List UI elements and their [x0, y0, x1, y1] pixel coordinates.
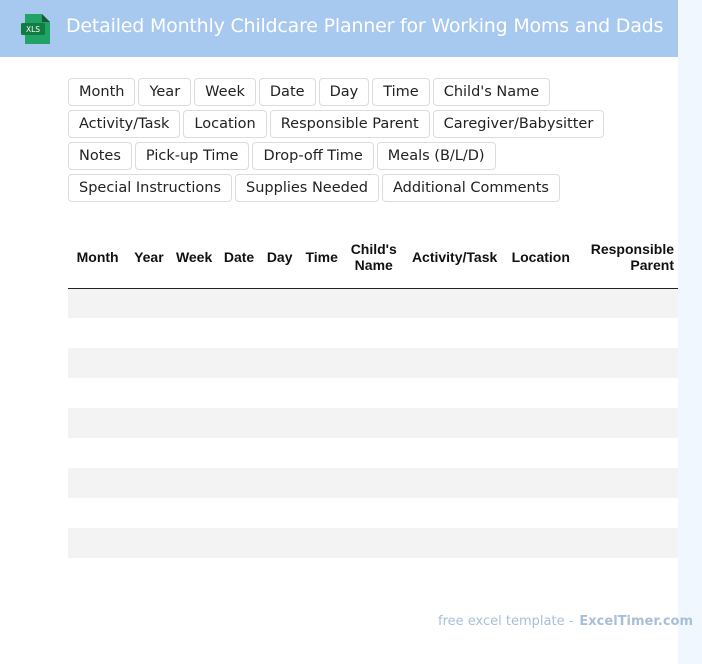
table-cell[interactable]	[218, 528, 261, 558]
column-tag[interactable]: Date	[259, 78, 316, 106]
column-tag[interactable]: Meals (B/L/D)	[377, 142, 496, 170]
column-header	[127, 226, 170, 288]
table-cell[interactable]	[127, 288, 170, 318]
column-header-line1: Week	[175, 248, 213, 265]
table-cell[interactable]	[127, 348, 170, 378]
column-header-line1: Location	[511, 248, 570, 265]
table-cell[interactable]	[218, 408, 261, 438]
table-cell[interactable]	[344, 318, 403, 348]
column-tag[interactable]: Responsible Parent	[270, 110, 430, 138]
table-cell[interactable]	[171, 378, 218, 408]
column-header-line1: Date	[223, 248, 255, 265]
table-cell[interactable]	[127, 558, 170, 588]
column-tag[interactable]: Caregiver/Babysitter	[433, 110, 605, 138]
table-row	[68, 528, 678, 558]
column-header-line1: Day	[266, 248, 293, 265]
column-header	[218, 226, 261, 288]
table-cell[interactable]	[299, 528, 344, 558]
table-cell[interactable]	[344, 468, 403, 498]
table-cell[interactable]	[218, 378, 261, 408]
table-cell[interactable]	[506, 288, 575, 318]
table-cell[interactable]	[344, 558, 403, 588]
table-cell[interactable]	[344, 378, 403, 408]
table-cell[interactable]	[260, 408, 299, 438]
table-cell[interactable]	[403, 408, 506, 438]
table-cell[interactable]	[403, 318, 506, 348]
column-header	[344, 226, 403, 288]
column-tag[interactable]: Location	[183, 110, 266, 138]
column-tag[interactable]: Special Instructions	[68, 174, 232, 202]
table-cell[interactable]	[403, 558, 506, 588]
table-cell[interactable]	[299, 378, 344, 408]
table-cell[interactable]	[344, 348, 403, 378]
table-cell[interactable]	[127, 378, 170, 408]
table-cell[interactable]	[506, 558, 575, 588]
table-cell[interactable]	[68, 558, 127, 588]
footer-text: free excel template -	[438, 614, 574, 629]
column-tag[interactable]: Child's Name	[433, 78, 551, 106]
table-header-row	[68, 226, 678, 288]
table-row	[68, 318, 678, 348]
table-cell[interactable]	[575, 348, 678, 378]
table-cell[interactable]	[299, 288, 344, 318]
table-cell[interactable]	[403, 348, 506, 378]
table-cell[interactable]	[403, 468, 506, 498]
svg-text:XLS: XLS	[25, 25, 41, 34]
table-cell[interactable]	[218, 348, 261, 378]
table-cell[interactable]	[299, 438, 344, 468]
table-cell[interactable]	[260, 288, 299, 318]
footer-brand-link[interactable]: ExcelTimer.com	[579, 614, 694, 629]
table-cell[interactable]	[575, 318, 678, 348]
table-cell[interactable]	[68, 288, 127, 318]
table-cell[interactable]	[127, 318, 170, 348]
column-header-line1: Time	[305, 248, 338, 265]
table-cell[interactable]	[127, 408, 170, 438]
table-cell[interactable]	[218, 468, 261, 498]
table-cell[interactable]	[218, 288, 261, 318]
column-header	[68, 226, 127, 288]
table-cell[interactable]	[403, 378, 506, 408]
table-cell[interactable]	[575, 408, 678, 438]
table-cell[interactable]	[344, 288, 403, 318]
column-tag-list	[68, 78, 648, 202]
column-header	[260, 226, 299, 288]
table-cell[interactable]	[344, 498, 403, 528]
table-cell[interactable]	[506, 318, 575, 348]
table-cell[interactable]	[171, 498, 218, 528]
table-cell[interactable]	[506, 468, 575, 498]
column-tag[interactable]: Notes	[68, 142, 132, 170]
column-tag[interactable]: Supplies Needed	[235, 174, 379, 202]
table-cell[interactable]	[403, 498, 506, 528]
table-cell[interactable]	[575, 378, 678, 408]
table-cell[interactable]	[506, 378, 575, 408]
table-cell[interactable]	[403, 288, 506, 318]
page-title: Detailed Monthly Childcare Planner for Working Moms and Dads	[66, 15, 664, 37]
table-cell[interactable]	[218, 498, 261, 528]
table-cell[interactable]	[299, 468, 344, 498]
table-cell[interactable]	[260, 468, 299, 498]
table-cell[interactable]	[68, 468, 127, 498]
table-cell[interactable]	[299, 318, 344, 348]
table-cell[interactable]	[171, 408, 218, 438]
column-header	[171, 226, 218, 288]
table-cell[interactable]	[403, 438, 506, 468]
table-cell[interactable]	[127, 528, 170, 558]
column-tag[interactable]: Time	[372, 78, 430, 106]
column-tag[interactable]: Year	[138, 78, 191, 106]
column-header-line2: Name	[354, 256, 393, 273]
table-cell[interactable]	[260, 528, 299, 558]
table-cell[interactable]	[260, 348, 299, 378]
table-cell[interactable]	[506, 498, 575, 528]
table-cell[interactable]	[299, 408, 344, 438]
table-cell[interactable]	[506, 348, 575, 378]
table-cell[interactable]	[127, 438, 170, 468]
table-cell[interactable]	[506, 528, 575, 558]
column-header-line1: Year	[134, 248, 164, 265]
table-cell[interactable]	[218, 558, 261, 588]
table-row	[68, 468, 678, 498]
column-header	[506, 226, 575, 288]
table-cell[interactable]	[344, 438, 403, 468]
table-cell[interactable]	[260, 378, 299, 408]
table-cell[interactable]	[260, 318, 299, 348]
table-cell[interactable]	[218, 438, 261, 468]
table-cell[interactable]	[575, 438, 678, 468]
header-bar	[0, 0, 678, 57]
table-cell[interactable]	[299, 348, 344, 378]
table-row	[68, 408, 678, 438]
footer-credit	[438, 614, 693, 629]
table-cell[interactable]	[260, 438, 299, 468]
table-cell[interactable]	[171, 288, 218, 318]
table-cell[interactable]	[171, 468, 218, 498]
xls-file-icon	[21, 14, 50, 44]
table-cell[interactable]	[68, 348, 127, 378]
table-cell[interactable]	[68, 408, 127, 438]
table-cell[interactable]	[344, 408, 403, 438]
table-row	[68, 558, 678, 588]
column-tag[interactable]: Day	[319, 78, 370, 106]
table-cell[interactable]	[171, 438, 218, 468]
column-header	[403, 226, 506, 288]
column-header	[299, 226, 344, 288]
table-cell[interactable]	[68, 318, 127, 348]
table-cell[interactable]	[171, 528, 218, 558]
column-tag[interactable]: Week	[194, 78, 256, 106]
table-row	[68, 438, 678, 468]
column-header-line1: Responsible	[590, 240, 674, 257]
table-cell[interactable]	[68, 528, 127, 558]
column-header-line1: Month	[76, 248, 119, 265]
column-tag[interactable]: Activity/Task	[68, 110, 180, 138]
table-cell[interactable]	[171, 558, 218, 588]
table-cell[interactable]	[171, 318, 218, 348]
table-row	[68, 348, 678, 378]
table-cell[interactable]	[260, 558, 299, 588]
table-cell[interactable]	[506, 438, 575, 468]
table-cell[interactable]	[403, 528, 506, 558]
table-cell[interactable]	[575, 528, 678, 558]
table-row	[68, 288, 678, 318]
column-header	[575, 226, 678, 288]
table-cell[interactable]	[299, 558, 344, 588]
table-cell[interactable]	[260, 498, 299, 528]
table-cell[interactable]	[506, 408, 575, 438]
table-cell[interactable]	[299, 498, 344, 528]
table-cell[interactable]	[344, 528, 403, 558]
column-tag[interactable]: Pick-up Time	[135, 142, 250, 170]
table-row	[68, 498, 678, 528]
column-tag[interactable]: Additional Comments	[382, 174, 560, 202]
column-header-line1: Child's	[350, 240, 397, 257]
column-header-line1: Activity/Task	[411, 248, 498, 265]
table-cell[interactable]	[68, 378, 127, 408]
table-row	[68, 378, 678, 408]
table-cell[interactable]	[68, 438, 127, 468]
table-cell[interactable]	[68, 498, 127, 528]
column-tag[interactable]: Drop-off Time	[252, 142, 373, 170]
column-header-line2: Parent	[630, 256, 674, 273]
table-cell[interactable]	[575, 288, 678, 318]
table-cell[interactable]	[575, 468, 678, 498]
table-cell[interactable]	[575, 558, 678, 588]
table-cell[interactable]	[171, 348, 218, 378]
planner-table	[68, 226, 678, 589]
table-cell[interactable]	[127, 498, 170, 528]
table-cell[interactable]	[127, 468, 170, 498]
column-tag[interactable]: Month	[68, 78, 135, 106]
table-cell[interactable]	[218, 318, 261, 348]
table-cell[interactable]	[575, 498, 678, 528]
